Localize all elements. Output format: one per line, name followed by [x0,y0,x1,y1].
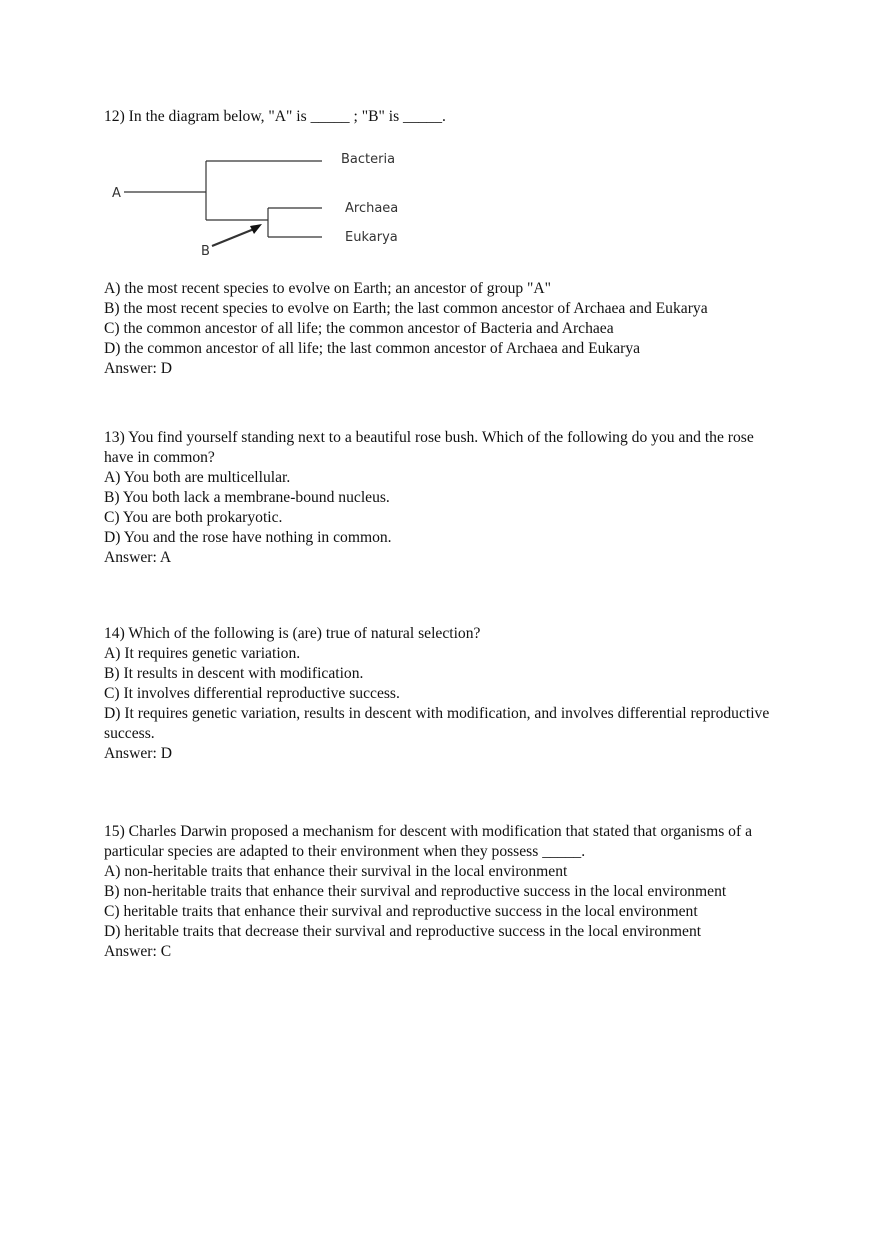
option-c: C) It involves differential reproductive success. [104,685,400,702]
question-stem: 13) You find yourself standing next to a beautiful rose bush. Which of the following do you and the rose have in common? [104,429,754,466]
answer: Answer: C [104,943,172,960]
question-13 [104,428,784,568]
arrow-head-icon [250,224,262,234]
question-stem: 12) In the diagram below, "A" is _____ ; "B" is _____. [104,108,446,125]
option-a: A) It requires genetic variation. [104,645,301,662]
node-label: B [201,244,210,259]
option-a: A) the most recent species to evolve on Earth; an ancestor of group "A" [104,280,552,297]
taxon-bacteria: Bacteria [341,152,396,167]
question-stem: 14) Which of the following is (are) true of natural selection? [104,625,481,642]
option-c: C) You are both prokaryotic. [104,509,283,526]
question-15 [104,822,784,962]
root-label: A [112,186,121,201]
option-d: D) heritable traits that decrease their survival and reproductive success in the local environment [104,923,702,940]
option-b: B) non-heritable traits that enhance their survival and reproductive success in the local environment [104,883,727,900]
option-d: D) You and the rose have nothing in common. [104,529,392,546]
arrow-shaft [212,229,254,246]
option-a: A) non-heritable traits that enhance their survival in the local environment [104,863,568,880]
option-c: C) the common ancestor of all life; the common ancestor of Bacteria and Archaea [104,320,614,337]
answer: Answer: D [104,360,172,377]
question-14 [104,624,784,764]
option-a: A) You both are multicellular. [104,469,291,486]
answer: Answer: D [104,745,172,762]
option-b: B) the most recent species to evolve on Earth; the last common ancestor of Archaea and Eukarya [104,300,708,317]
option-c: C) heritable traits that enhance their survival and reproductive success in the local environment [104,903,698,920]
option-d: D) the common ancestor of all life; the last common ancestor of Archaea and Eukarya [104,340,641,357]
taxon-archaea: Archaea [345,201,399,216]
taxon-eukarya: Eukarya [345,230,398,245]
answer: Answer: A [104,549,172,566]
phylogenetic-tree-diagram [104,140,424,262]
option-b: B) You both lack a membrane-bound nucleus. [104,489,390,506]
option-b: B) It results in descent with modification. [104,665,364,682]
question-stem: 15) Charles Darwin proposed a mechanism for descent with modification that stated that organisms of a particular species are adapted to their environment when they possess _____. [104,823,752,860]
options-list [104,279,784,359]
option-d: D) It requires genetic variation, results in descent with modification, and involves differential reproductive success. [104,705,770,742]
